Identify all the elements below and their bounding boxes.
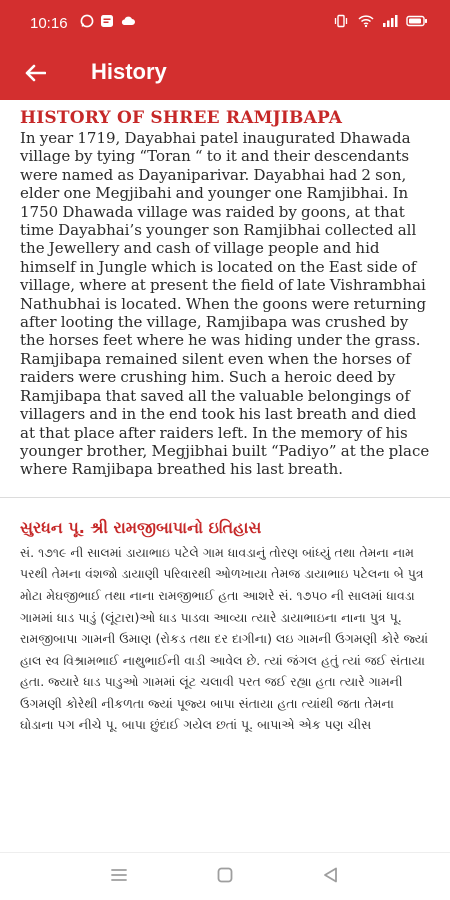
english-section-title: HISTORY OF SHREE RAMJIBAPA (20, 108, 343, 128)
history-content[interactable] (0, 100, 450, 852)
gujarati-section-title: સુરધન પૂ. શ્રી રામજીબાપાનો ઇતિહાસ (20, 517, 262, 537)
page-title: History (91, 59, 167, 84)
status-bar (0, 0, 450, 48)
english-section-body: In year 1719, Dayabhai patel inaugurated Dhawada village by tying “Toran “ to it and their descendants were named as Dayaniparivar. Dayabhai had 2 son, elder one Megjibahi and younger one Ramjibhai. In 1750 Dhawada village was raided by goons, at that time Dayabhai’s younger son Ramjibhai collected all the Jewellery and cash of village people and hid himself in Jungle which is located on the East side of village, where at present the field of late Vishrambhai Nathubhai is located. When the goons were returning after looting the village, Ramjibapa was crushed by the horses feet where he was hiding under the grass. Ramjibapa remained silent even when the horses of raiders were crushing him. Such a heroic deed by Ramjibapa that saved all the valuable belongings of villagers and in the end took his last breath and died at that place after raiders left. In the memory of his younger brother, Megjibhai built “Padiyo” at the place where Ramjibapa breathed his last breath. (20, 129, 430, 479)
home-square-icon (216, 866, 234, 888)
menu-icon (110, 867, 128, 887)
battery-icon (406, 14, 428, 28)
back-button[interactable] (20, 60, 50, 90)
notification-icons (80, 14, 134, 28)
recent-apps-button[interactable] (108, 867, 130, 887)
wifi-icon (358, 14, 372, 28)
section-divider (0, 497, 450, 498)
system-nav-bar (0, 852, 450, 900)
back-triangle-icon (322, 866, 340, 888)
system-icons (334, 14, 428, 28)
nav-back-button[interactable] (320, 867, 342, 887)
gujarati-section-body: સં. ૧૭૧૯ ની સાલમાં ડાયાભાઇ પટેલે ગામ ધાવડાનું તોરણ બાંધ્યું તથા તેમના નામ પરથી તેમના વંશજો ડાયાણી પરિવારથી ઓળખાયા તેમજ ડાયાભાઇ પટેલના બે પુત્ર મોટા મેઘજીભાઈ તથા નાના રામજીભાઈ હતા આશરે સં. ૧૭૫૦ ની સાલમાં ધાવડા ગામમાં ધાડ પાડું (લૂંટારા)ઓ ધાડ પાડવા આવ્યા ત્યારે ડાયાભાઇના નાના પુત્ર પૂ. રામજીબાપા ગામની ઉમાણ (રોકડ તથા દર દાગીના) લઇ ગામની ઉગમણી કોરે જ્યાં હાલ સ્વ વિશ્રામભાઈ નાથુભાઈની વાડી આવેલ છે. ત્યાં જંગલ હતું ત્યાં જઈ સંતાયા હતા. જ્યારે ધાડ પાડુઓ ગામમાં લૂંટ ચલાવી પરત જઈ રહ્યા હતા ત્યારે ગામની ઉગમણી કોરેથી નીકળતા જ્યાં પૂજ્ય બાપા સંતાયા હતા ત્યાંથી જતા તેમના ઘોડાના પગ નીચે પૂ. બાપા છુંદાઈ ગયેલ છતાં પૂ. બાપાએ એક પણ ચીસ (20, 544, 429, 733)
vibrate-icon (334, 14, 348, 28)
arrow-left-icon (24, 64, 46, 87)
message-icon (100, 14, 114, 28)
cloud-icon (120, 14, 134, 28)
home-button[interactable] (214, 867, 236, 887)
app-bar (0, 48, 450, 100)
signal-icon (382, 14, 396, 28)
whatsapp-icon (80, 14, 94, 28)
status-time: 10:16 (30, 15, 68, 32)
